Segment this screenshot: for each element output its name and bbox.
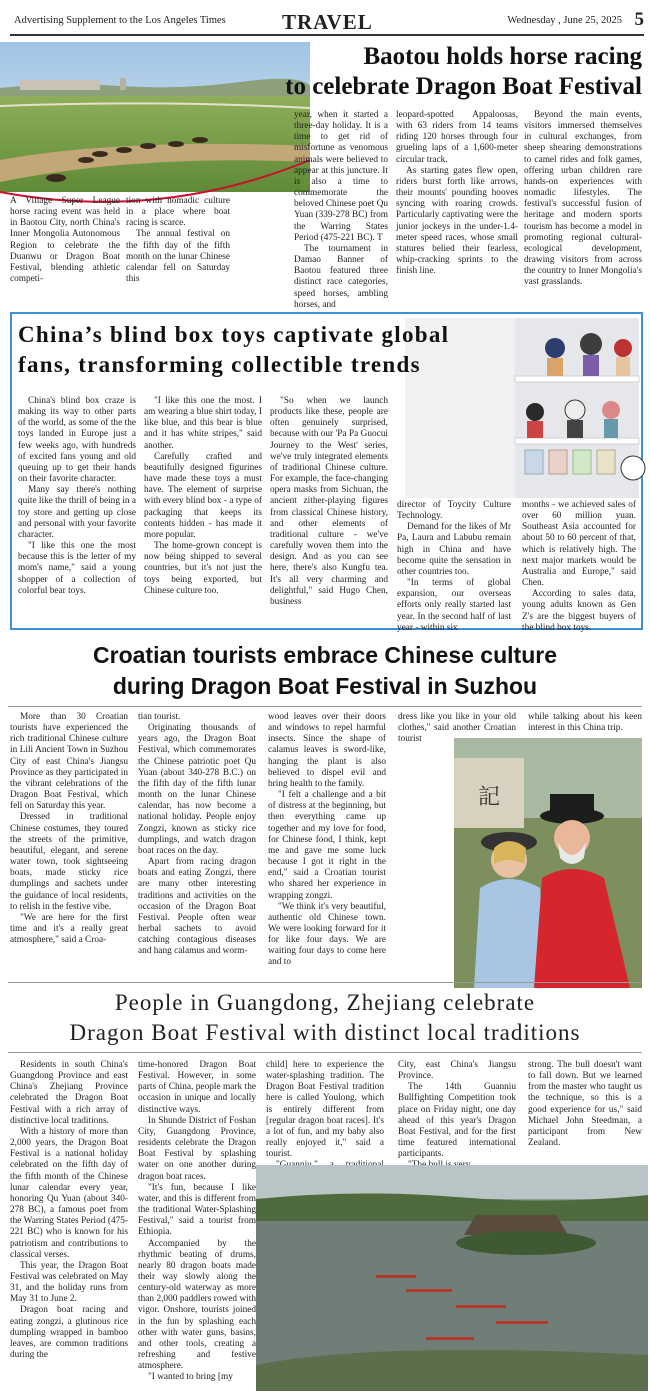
article-3-column-1 xyxy=(10,712,128,980)
article-2-column-4 xyxy=(397,500,511,633)
paragraph: A Village Super League horse racing event was held in Baotou City, north China's Inner Mongolia Autonomous Region to celebrate the Duanwu or Dragon Boat Festival, blending athletic competi- xyxy=(10,196,120,285)
paragraph: The tournament in Damao Banner of Baotou featured three distinct race categories, speed horses, ambling horses, and xyxy=(294,243,388,310)
headline-line-1: Croatian tourists embrace Chinese culture xyxy=(93,642,557,668)
paragraph: With a history of more than 2,000 years, the Dragon Boat Festival is a national holiday celebrated on the fifth day of the fifth month of the Chinese lunar calendar every year, honoring Qu Yuan (about 340-278 BC), a famous poet from the Warring States Period (475-221 BC) who is known for his patriotism and contributions to classical verses. xyxy=(10,1126,128,1260)
headline-line-1: People in Guangdong, Zhejiang celebrate xyxy=(114,990,536,1015)
sign-glyph: 記 xyxy=(478,785,501,810)
paragraph: leopard-spotted Appaloosas, with 63 riders from 14 teams riding 120 horses through four grueling laps of a 1,600-meter circular track. xyxy=(396,110,518,165)
paragraph: director of Toycity Culture Technology. xyxy=(397,500,511,522)
article-1-column-4 xyxy=(396,110,518,308)
paragraph: "It's fun, because I like water, and this is different from the traditional Water-Splashing Festival," said a tourist from Ethiopia. xyxy=(138,1182,256,1238)
paragraph: Originating thousands of years ago, the Dragon Boat Festival, which commemorates the Chinese patriotic poet Qu Yuan (about 340-278 B.C.) on the fifth day of the fifth lunar month on the lunar Chinese calendar, has now become a national holiday. People enjoy Zongzi, known as sticky rice dumplings, and watch dragon boat races on the day. xyxy=(138,723,256,856)
page-number: 5 xyxy=(634,9,644,30)
paragraph: strong. The bull doesn't want to fall down. But we learned from the master who taught us the technique, so this is a good experience for us," said Michael John Steedman, a participant from New Zealand. xyxy=(528,1060,642,1149)
paragraph: "We think it's very beautiful, authentic old Chinese town. We were looking forward for it for like four days. We are waiting four days to come here and to xyxy=(268,901,386,968)
paragraph: "I like this one the most. I am wearing a blue shirt today, I like blue, and this bear is blue and it has white stripes," said another. xyxy=(144,396,262,451)
paragraph: Dressed in traditional Chinese costumes, they toured the streets of the primitive, beautiful, elegant, and serene water town, took sightseeing boats, made sticky rice dumplings and sachets under the guidance of local residents, to relish in the festive vibe. xyxy=(10,812,128,912)
header-rule xyxy=(10,34,644,36)
paragraph: "We are here for the first time and it's a really great atmosphere," said a Croa- xyxy=(10,912,128,946)
paragraph: Residents in south China's Guangdong Province and east China's Zhejiang Province celebrated the Dragon Boat Festival with a rich array of distinctive local traditions. xyxy=(10,1060,128,1126)
paragraph: time-honored Dragon Boat Festival. However, in some parts of China, people mark the occasion in unique and locally distinctive ways. xyxy=(138,1060,256,1115)
paragraph: while talking about his keen interest in this China trip. xyxy=(528,712,642,734)
article-1-column-1 xyxy=(10,196,120,306)
paragraph: City, east China's Jiangsu Province. xyxy=(398,1060,516,1082)
paragraph: "I felt a challenge and a bit of distress at the beginning, but then everything came up together and my love for food, for Chinese food, I think, kept me and gave me some luck because I got it right in the end," said a Croatian tourist who shared her experience in wrapping zongzi. xyxy=(268,790,386,901)
article-4-column-2 xyxy=(138,1060,256,1396)
article-4-rule xyxy=(8,1052,642,1053)
headline-line-1: Baotou holds horse racing xyxy=(363,43,642,70)
paragraph: Many say there's nothing quite like the thrill of being in a toy store and getting up close and personal with your favorite character. xyxy=(18,485,136,540)
headline-line-1: China’s blind box toys captivate global xyxy=(18,322,450,347)
headline-line-2: during Dragon Boat Festival in Suzhou xyxy=(112,673,538,699)
article-2-column-1 xyxy=(18,396,136,624)
headline-line-2: to celebrate Dragon Boat Festival xyxy=(285,73,642,100)
article-1-column-2 xyxy=(126,196,230,306)
paragraph: As starting gates flew open, riders burst forth like arrows, their mounts' pounding hooves syncing with roaring crowds. Particularly captivating were the junior jockeys in the under-1.4-meter speed races, whose small statures belied their fearless, whip-cracking sprints to the finish line. xyxy=(396,165,518,277)
paragraph: Apart from racing dragon boats and eating Zongzi, there are many other interesting traditions and activities on the occasion of the Dragon Boat Festival. People often wear herbal sachets to avoid catching contagious diseases and hang calamus and worm- xyxy=(138,857,256,957)
paragraph: "So when we launch products like these, people are often genuinely surprised, because with our 'Pa Pa Guocui Journey to the West' series, we've truly integrated elements of traditional Chinese culture. For example, the face-changing opera masks from Sichuan, the ancient zither-playing figures from classical Chinese history, and other elements of traditional culture - we've carefully woven them into the design. And as you can see here, there's also Kungfu tea. It's all very charming and delightful," said Hugo Chen, business xyxy=(270,396,388,607)
headline-line-2: fans, transforming collectible trends xyxy=(18,352,421,377)
paragraph: year, when it started a three-day holiday. It is a time to get rid of misfortune as venomous animals were believed to appear at this juncture. It is also a time to commemorate the beloved Chinese poet Qu Yuan (339-278 BC) from the Warring States Period (475-221 BC). T xyxy=(294,110,388,243)
paragraph: wood leaves over their doors and windows to repel harmful insects. Since the shape of calamus leaves is sword-like, hanging the plant is also believed to dispel evil and bring health to the family. xyxy=(268,712,386,789)
article-3-column-2 xyxy=(138,712,256,980)
paragraph: Demand for the likes of Mr Pa, Laura and Labubu remain high in China and have become quite the sensation in other countries too. xyxy=(397,522,511,577)
paragraph: In Shunde District of Foshan City, Guangdong Province, residents celebrate the Dragon Boat Festival by splashing water on one another during dragon boat races. xyxy=(138,1115,256,1182)
article-3-column-3 xyxy=(268,712,386,980)
article-4-column-1 xyxy=(10,1060,128,1396)
article-1-headline xyxy=(202,42,642,102)
paragraph: According to sales data, young adults known as Gen Z's are the biggest buyers of the blind box toys. xyxy=(522,589,636,633)
paragraph: months - we achieved sales of over 60 million yuan. Southeast Asia accounted for about 50 to 60 percent of that, which is relatively high. The next major markets would be Australia and Europe," said Chen. xyxy=(522,500,636,589)
paragraph: tion with nomadic culture in a place where boat racing is scarce. xyxy=(126,196,230,229)
paragraph: "I wanted to bring [my xyxy=(148,1372,233,1383)
paragraph: tian tourist. xyxy=(138,712,181,722)
paragraph: More than 30 Croatian tourists have experienced the rich traditional Chinese culture in Lili Ancient Town in Suzhou City of east China's Jiangsu Province as they participated in the vibrant celebrations of the Dragon Boat Festival, which fell on Saturday this year. xyxy=(10,712,128,812)
croatian-tourists-photo xyxy=(454,738,642,988)
article-1-column-3 xyxy=(236,110,388,308)
dragon-boat-river-photo xyxy=(256,1165,648,1391)
paragraph: "In terms of global expansion, our overseas efforts only really started last year. In the second half of last year - within six xyxy=(397,578,511,633)
supplement-label: Advertising Supplement to the Los Angeles Times xyxy=(14,15,226,26)
paragraph: child] here to experience the water-splashing tradition. The Dragon Boat Festival tradition here is called Youlong, which is entirely different from [regular dragon boat races]. It's a lot of fun, and my baby also really enjoyed it," said a tourist. xyxy=(266,1060,384,1160)
paragraph: The home-grown concept is now being shipped to several countries, but it's not just the toys being exported, but Chinese culture too. xyxy=(144,541,262,596)
article-4-rule-top xyxy=(8,982,642,983)
article-3-headline xyxy=(0,640,650,702)
paragraph: The 14th Guanniu Bullfighting Competition took place on Friday night, one day ahead of this year's Dragon Boat Festival, and for the first time featured international participants. xyxy=(398,1082,516,1160)
article-1-column-5 xyxy=(524,110,642,308)
paragraph: Carefully crafted and beautifully designed figurines have made these toys a must have. The element of surprise with every blind box - a type of packaging that keeps its contents hidden - has made it more popular. xyxy=(144,451,262,540)
article-4-column-5 xyxy=(528,1060,642,1164)
paragraph: Dragon boat racing and eating zongzi, a glutinous rice dumpling wrapped in bamboo leaves, are common traditions during the xyxy=(10,1305,128,1361)
paragraph: Beyond the main events, visitors immersed themselves in cultural exchanges, from sheep shearing demonstrations to camel rides and folk games, offering urban children rare hands-on experiences with nomadic lifestyles. The festival's successful fusion of heritage and modern sports tourism has become a model in promoting regional cultural-ecological development, drawing visitors from across the country to Inner Mongolia's vast grasslands. xyxy=(524,110,642,288)
article-3-rule xyxy=(8,706,642,707)
paragraph: "I like this one the most because this is the letter of my mom's name," said a young shopper of a collection of colorful bear toys. xyxy=(18,541,136,596)
article-2-column-2 xyxy=(144,396,262,624)
paragraph: The annual festival on the fifth day of the fifth month on the lunar Chinese calendar fell on Saturday this xyxy=(126,229,230,285)
headline-line-2: Dragon Boat Festival with distinct local traditions xyxy=(69,1020,581,1045)
section-title: TRAVEL xyxy=(282,10,373,34)
paragraph: China's blind box craze is making its way to other parts of the world, as some of the the toys landed in Europe just a few weeks ago, with hundreds of excited fans young and old queuing up to get their hands on their favorite character. xyxy=(18,396,136,485)
paragraph: This year, the Dragon Boat Festival was celebrated on May 31, and the holiday runs from May 31 to June 2. xyxy=(10,1260,128,1305)
article-2-column-5 xyxy=(522,500,636,633)
article-2-column-3 xyxy=(270,396,388,624)
article-4-headline xyxy=(0,988,650,1048)
paragraph: dress like you like in your old clothes," said another Croatian tourist xyxy=(398,712,516,745)
issue-date: Wednesday , June 25, 2025 xyxy=(507,15,622,26)
paragraph: Accompanied by the rhythmic beating of drums, nearly 80 dragon boats made their way slowly along the century-old waterway as more than 2,000 paddlers rowed with vigor. Onshore, tourists joined in the fun by splashing each other with water guns, basins, and other tools, creating a refreshing and festive atmosphere. xyxy=(138,1238,256,1372)
article-2-headline xyxy=(18,320,538,380)
